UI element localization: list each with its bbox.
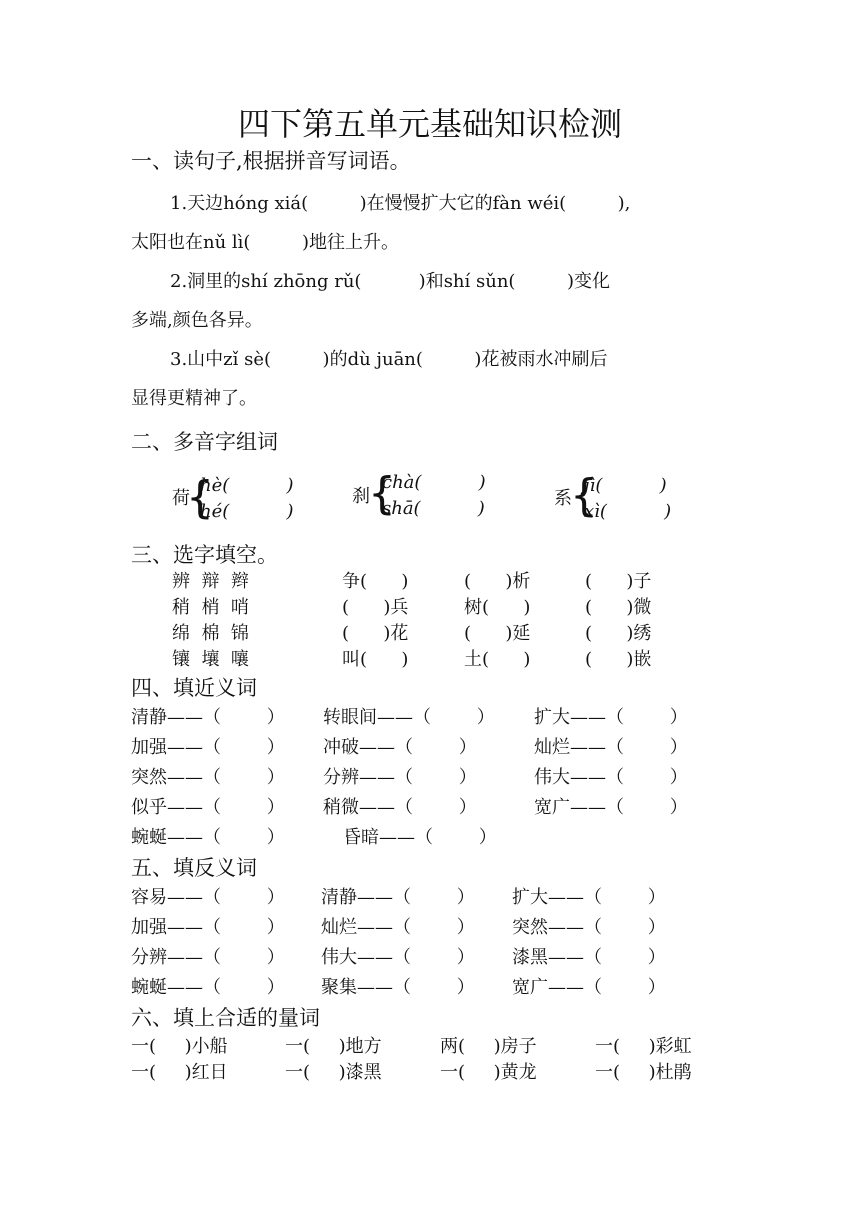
section-4-heading: 四、填近义词 — [131, 676, 257, 700]
measure-word-item: 一( )黄龙 — [440, 1062, 537, 1083]
synonym-item: 灿烂——（ ） — [534, 737, 688, 758]
s3-row-4-chars: 镶 壤 嚷 — [172, 649, 249, 670]
measure-word-item: 两( )房子 — [440, 1036, 537, 1057]
antonym-item: 容易——（ ） — [131, 887, 285, 908]
s1-line-6: 显得更精神了。 — [131, 388, 257, 409]
synonym-item: 扩大——（ ） — [534, 707, 688, 728]
antonym-item: 宽广——（ ） — [512, 977, 666, 998]
synonym-item: 伟大——（ ） — [534, 767, 688, 788]
s3-row-3-a: ( )花 — [342, 623, 409, 644]
polyphone-char: 刹 — [352, 486, 370, 507]
s3-row-4-b: 土( ) — [464, 649, 531, 670]
polyphone-readings — [200, 473, 294, 525]
s3-row-2-chars: 稍 梢 哨 — [172, 597, 249, 618]
s3-row-3-c: ( )绣 — [585, 623, 652, 644]
antonym-item: 扩大——（ ） — [512, 887, 666, 908]
s3-row-4-c: ( )嵌 — [585, 649, 652, 670]
polyphone-readings — [382, 470, 486, 522]
s1-line-3: 2.洞里的shí zhōng rǔ( )和shí sǔn( )变化 — [170, 271, 610, 292]
synonym-item: 冲破——（ ） — [323, 737, 477, 758]
section-5-heading: 五、填反义词 — [131, 856, 257, 880]
antonym-item: 聚集——（ ） — [321, 977, 475, 998]
reading-1: hè( ) — [200, 475, 294, 496]
s3-row-1-b: ( )析 — [464, 571, 531, 592]
measure-word-item: 一( )红日 — [131, 1062, 228, 1083]
s1-line-5: 3.山中zǐ sè( )的dù juān( )花被雨水冲刷后 — [170, 349, 608, 370]
antonym-item: 伟大——（ ） — [321, 947, 475, 968]
antonym-item: 灿烂——（ ） — [321, 917, 475, 938]
measure-word-item: 一( )小船 — [131, 1036, 228, 1057]
synonym-item: 清静——（ ） — [131, 707, 285, 728]
antonym-item: 突然——（ ） — [512, 917, 666, 938]
synonym-item: 昏暗——（ ） — [343, 827, 497, 848]
antonym-item: 加强——（ ） — [131, 917, 285, 938]
s3-row-1-a: 争( ) — [342, 571, 409, 592]
s3-row-1-c: ( )子 — [585, 571, 652, 592]
synonym-item: 稍微——（ ） — [323, 797, 477, 818]
reading-2: hé( ) — [200, 501, 294, 522]
s3-row-2-b: 树( ) — [464, 597, 531, 618]
polyphone-char: 荷 — [172, 488, 190, 509]
measure-word-item: 一( )彩虹 — [595, 1036, 692, 1057]
s3-row-2-a: ( )兵 — [342, 597, 409, 618]
measure-word-item: 一( )杜鹃 — [595, 1062, 692, 1083]
section-1-heading: 一、读句子,根据拼音写词语。 — [131, 149, 411, 173]
s3-row-2-c: ( )微 — [585, 597, 652, 618]
reading-1: jì( ) — [584, 475, 667, 496]
antonym-item: 分辨——（ ） — [131, 947, 285, 968]
reading-2: xì( ) — [584, 501, 672, 522]
s1-line-2: 太阳也在nǔ lì( )地往上升。 — [131, 232, 399, 253]
polyphone-readings — [584, 473, 671, 525]
reading-2: shā( ) — [382, 498, 485, 519]
s1-line-1: 1.天边hóng xiá( )在慢慢扩大它的fàn wéi( ), — [170, 193, 631, 214]
section-3-heading: 三、选字填空。 — [131, 543, 278, 567]
synonym-item: 转眼间——（ ） — [323, 707, 495, 728]
s3-row-1-chars: 辨 辩 辫 — [172, 571, 249, 592]
s3-row-3-b: ( )延 — [464, 623, 531, 644]
page-title: 四下第五单元基础知识检测 — [237, 105, 622, 143]
s1-line-4: 多端,颜色各异。 — [131, 310, 263, 331]
synonym-item: 突然——（ ） — [131, 767, 285, 788]
section-6-heading: 六、填上合适的量词 — [131, 1006, 320, 1030]
antonym-item: 蜿蜒——（ ） — [131, 977, 285, 998]
reading-1: chà( ) — [382, 472, 486, 493]
synonym-item: 加强——（ ） — [131, 737, 285, 758]
synonym-item: 宽广——（ ） — [534, 797, 688, 818]
brace-icon: { — [368, 468, 396, 519]
measure-word-item: 一( )漆黑 — [285, 1062, 382, 1083]
synonym-item: 分辨——（ ） — [323, 767, 477, 788]
synonym-item: 蜿蜒——（ ） — [131, 827, 285, 848]
antonym-item: 清静——（ ） — [321, 887, 475, 908]
brace-icon: { — [570, 470, 598, 521]
synonym-item: 似乎——（ ） — [131, 797, 285, 818]
measure-word-item: 一( )地方 — [285, 1036, 382, 1057]
brace-icon: { — [186, 472, 214, 523]
s3-row-4-a: 叫( ) — [342, 649, 409, 670]
s3-row-3-chars: 绵 棉 锦 — [172, 623, 249, 644]
antonym-item: 漆黑——（ ） — [512, 947, 666, 968]
section-2-heading: 二、多音字组词 — [131, 430, 278, 454]
polyphone-char: 系 — [554, 488, 572, 509]
